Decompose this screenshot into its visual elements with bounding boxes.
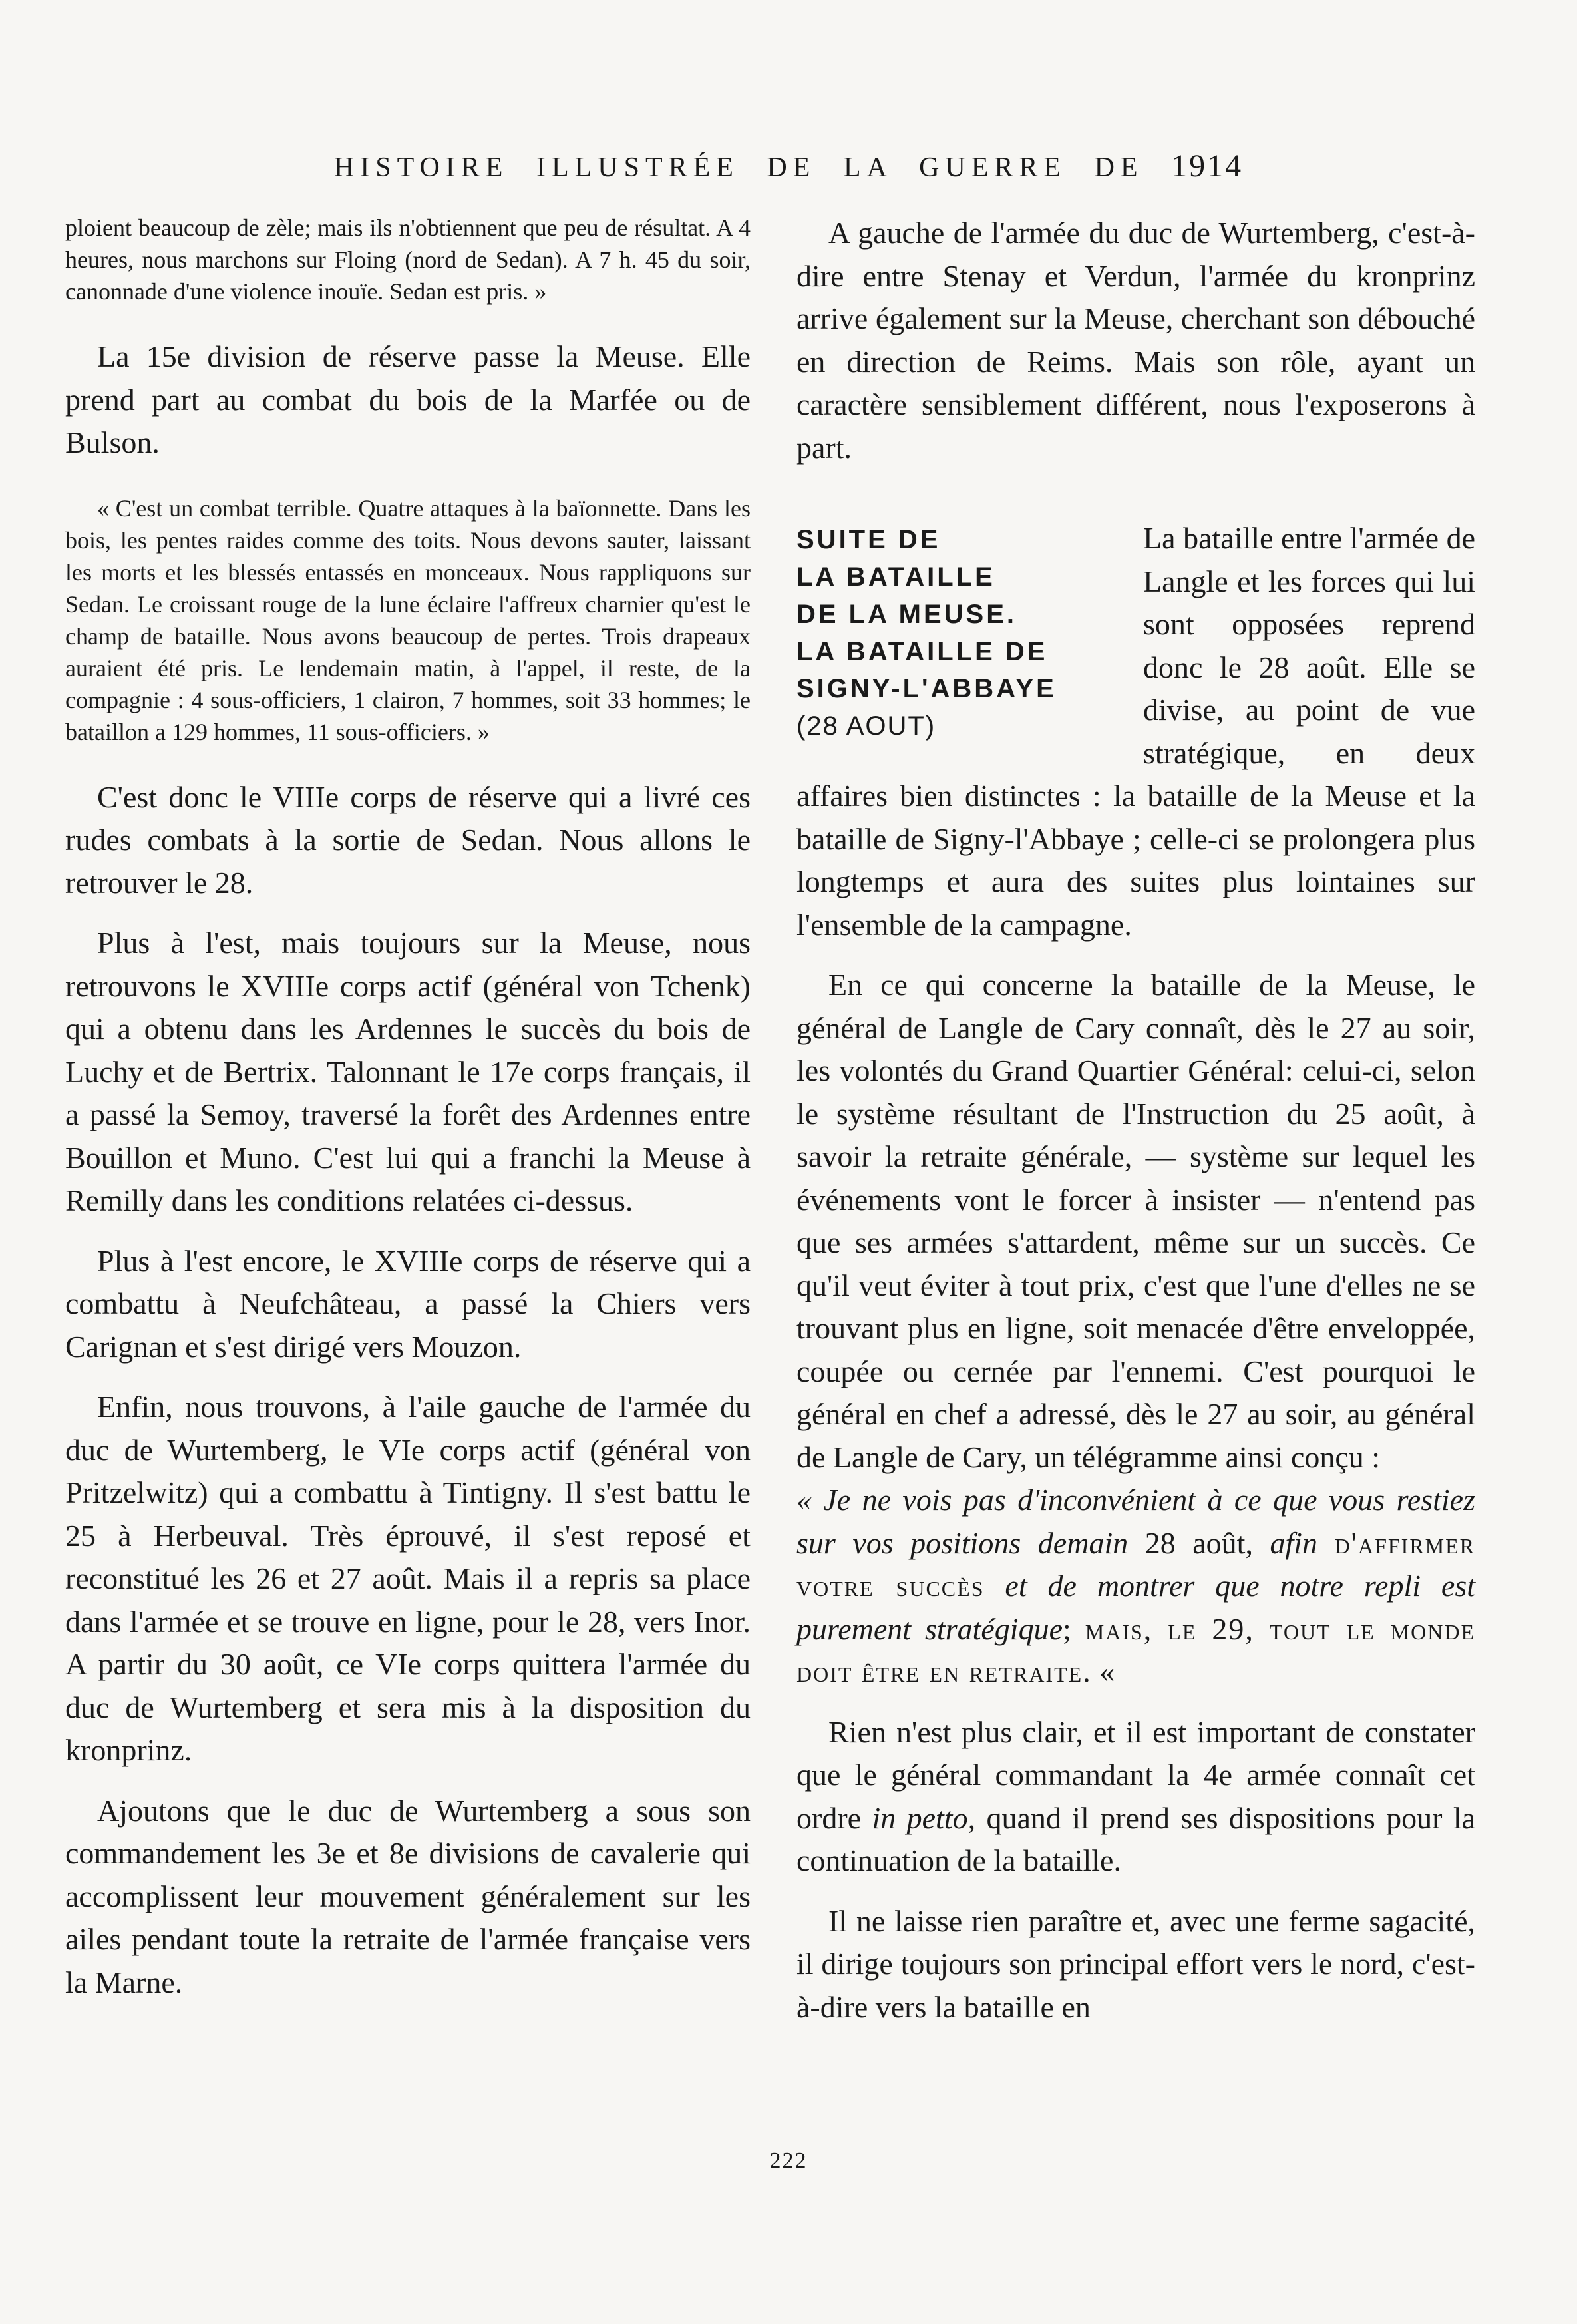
paragraph: La bataille entre l'armée de Langle et les forces qui lui sont opposées reprend donc le 28 août. Elle se divise, au point de vue stratégique, en deux affaires bien distinctes : la bataille de la Meuse et la bataille de Signy-l'Abbaye ; celle-ci se prolongera plus longtemps et aura des suites plus lointaines sur l'ensemble de la campagne.: [796, 521, 1475, 942]
paragraph: Plus à l'est, mais toujours sur la Meuse, nous retrouvons le XVIIIe corps actif (général von Tchenk) qui a obtenu dans les Ardennes le succès du bois de Luchy et de Bertrix. Talonnant le 17e corps français, il a passé la Semoy, traversé la forêt des Ardennes entre Bouillon et Muno. C'est lui qui a franchi la Meuse à Remilly dans les conditions relatées ci-dessus.: [65, 926, 751, 1217]
paragraph: La 15e division de réserve passe la Meuse. Elle prend part au combat du bois de la Marfée ou de Bulson.: [65, 339, 751, 459]
sidenote-line: SIGNY-L'ABBAYE: [796, 674, 1057, 703]
telegram-text: d'affirmer votre succès: [796, 1525, 1476, 1603]
running-header-title: HISTOIRE ILLUSTRÉE DE LA GUERRE DE: [333, 152, 1144, 183]
paragraph: Enfin, nous trouvons, à l'aile gauche de l'armée du duc de Wurtemberg, le VIe corps actif (général von Pritzelwitz) qui a combattu à Tintigny. Il s'est battu le 25 à Herbeuval. Très éprouvé, il s'est reposé et reconstitué les 26 et 27 août. Mais il a repris sa place dans l'armée et se trouve en ligne, pour le 28, vers Inor. A partir du 30 août, ce VIe corps quittera l'armée du duc de Wurtemberg et sera mis à la disposition du kronprinz.: [65, 1390, 751, 1767]
page-number: 222: [769, 2148, 808, 2173]
telegram-text: et de montrer que notre repli est purement stratégique: [796, 1569, 1476, 1646]
paragraph: Il ne laisse rien paraître et, avec une ferme sagacité, il dirige toujours son principal effort vers le nord, c'est-à-dire vers la bataille en: [796, 1903, 1475, 2024]
telegram-text: «: [1099, 1654, 1115, 1688]
telegram-quote: [796, 1479, 1475, 1694]
right-column: [796, 212, 1475, 2029]
running-header-year: 1914: [1171, 148, 1244, 184]
paragraph-text: Rien n'est plus clair, et il est important de constater que le général commandant la 4e armée connaît cet ordre: [796, 1714, 1475, 1835]
paragraph: C'est donc le VIIIe corps de réserve qui a livré ces rudes combats à la sortie de Sedan. Nous allons le retrouver le 28.: [65, 779, 751, 900]
running-header: [0, 148, 1577, 184]
left-column: [65, 212, 751, 2004]
sidenote-line: SUITE DE: [796, 525, 941, 554]
quote-continuation: ploient beaucoup de zèle; mais ils n'obtiennent que peu de résultat. A 4 heures, nous marchons sur Floing (nord de Sedan). A 7 h. 45 du soir, canonnade d'une violence inouïe. Sedan est pris. »: [65, 214, 751, 305]
sidenote-line: DE LA MEUSE.: [796, 600, 1017, 629]
paragraph: Plus à l'est encore, le XVIIIe corps de réserve qui a combattu à Neufchâteau, a passé la Chiers vers Carignan et s'est dirigé vers Mouzon.: [65, 1243, 751, 1364]
telegram-text: ;: [1063, 1611, 1071, 1646]
paragraph: Ajoutons que le duc de Wurtemberg a sous son commandement les 3e et 8e divisions de cavalerie qui accomplissent leur mouvement généralement sur les ailes pendant toute la retraite de l'armée française vers la Marne.: [65, 1793, 751, 1999]
soldier-quote: « C'est un combat terrible. Quatre attaques à la baïonnette. Dans les bois, les pentes raides comme des toits. Nous devons sauter, laissant les morts et les blessés entassés en monceaux. Nous rappliquons sur Sedan. Le croissant rouge de la lune éclaire l'affreux charnier qu'est le champ de bataille. Nous avons beaucoup de pertes. Trois drapeaux auraient été pris. Le lendemain matin, à l'appel, il reste, de la compagnie : 4 sous-officiers, 1 clairon, 7 hommes, soit 33 hommes; le bataillon a 129 hommes, 11 sous-officiers. »: [65, 494, 751, 745]
telegram-text: afin: [1270, 1525, 1318, 1560]
section-sidenote: [796, 521, 1133, 745]
paragraph: En ce qui concerne la bataille de la Meuse, le général de Langle de Cary connaît, dès le 27 au soir, les volontés du Grand Quartier Général: celui-ci, selon le système résultant de l'Instruction du 25 août, à savoir la retraite générale, — système sur lequel les événements vont le forcer à insister — n'entend pas que ses armées s'attardent, même sur un succès. Ce qu'il veut éviter à tout prix, c'est que l'une d'elles ne se trouvant plus en ligne, soit menacée d'être enveloppée, coupée ou cernée par l'ennemi. C'est pourquoi le général en chef a adressé, dès le 27 au soir, au général de Langle de Cary, un télégramme ainsi conçu :: [796, 968, 1475, 1474]
paragraph: A gauche de l'armée du duc de Wurtemberg, c'est-à-dire entre Stenay et Verdun, l'armée du kronprinz arrive également sur la Meuse, cherchant son débouché en direction de Reims. Mais son rôle, ayant un caractère sensiblement différent, nous l'exposerons à part.: [796, 216, 1475, 465]
section-block: [796, 517, 1475, 946]
telegram-text: mais, le 29, tout le monde doit être en retraite.: [796, 1611, 1476, 1688]
telegram-text: 28 août,: [1144, 1525, 1253, 1560]
paragraph: [796, 1711, 1475, 1883]
telegram-text: « Je ne vois pas d'inconvénient à ce que vous restiez sur vos positions demain: [796, 1483, 1475, 1560]
sidenote-date: (28 AOUT): [796, 711, 936, 741]
sidenote-line: LA BATAILLE DE: [796, 637, 1048, 666]
paragraph-text: quand il prend ses dispositions pour la continuation de la bataille.: [796, 1800, 1476, 1877]
paragraph-text: in petto,: [872, 1800, 976, 1835]
sidenote-line: LA BATAILLE: [796, 562, 995, 592]
